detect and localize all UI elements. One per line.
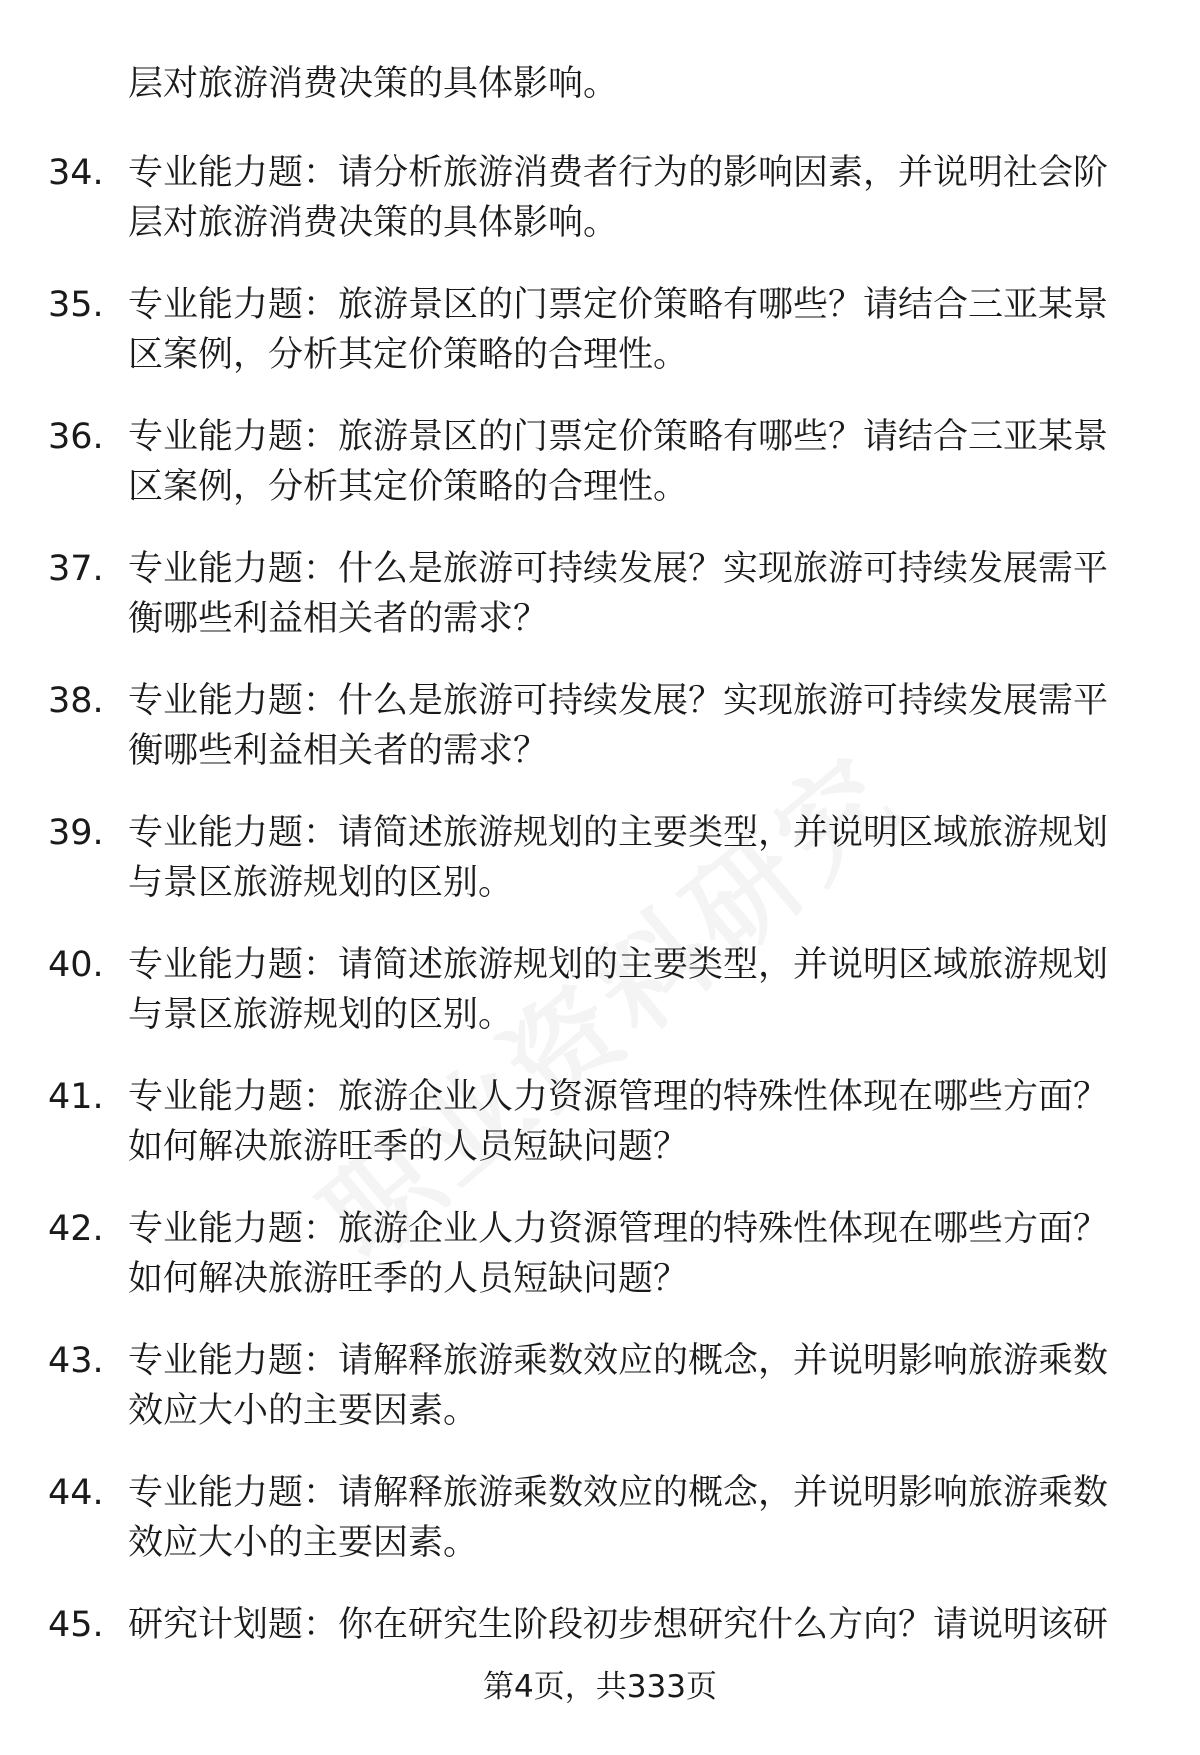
question-number: 34. <box>48 153 104 193</box>
question-text <box>128 412 1138 512</box>
question-text <box>128 148 1138 248</box>
question-text <box>128 280 1138 380</box>
question-number: 41. <box>48 1077 104 1117</box>
question-line: 研究计划题：你在研究生阶段初步想研究什么方向？请说明该研 <box>128 1605 1109 1645</box>
question-line: 衡哪些利益相关者的需求？ <box>128 731 549 771</box>
continued-text: 层对旅游消费决策的具体影响。 <box>128 64 619 104</box>
question-line: 与景区旅游规划的区别。 <box>128 863 514 903</box>
question-text <box>128 1468 1138 1568</box>
question-text <box>128 676 1138 776</box>
question-line: 专业能力题：请解释旅游乘数效应的概念，并说明影响旅游乘数 <box>128 1473 1109 1513</box>
question-number: 36. <box>48 417 104 457</box>
question-line: 专业能力题：旅游景区的门票定价策略有哪些？请结合三亚某景 <box>128 417 1109 457</box>
question-item <box>48 1600 1138 1650</box>
question-item <box>48 1468 1138 1568</box>
question-text <box>128 1204 1138 1304</box>
question-number: 38. <box>48 681 104 721</box>
question-text <box>128 1600 1138 1650</box>
question-line: 区案例，分析其定价策略的合理性。 <box>128 335 689 375</box>
question-item <box>48 280 1138 380</box>
question-line: 与景区旅游规划的区别。 <box>128 995 514 1035</box>
question-line: 如何解决旅游旺季的人员短缺问题？ <box>128 1259 689 1299</box>
question-text <box>128 1336 1138 1436</box>
question-number: 37. <box>48 549 104 589</box>
question-line: 层对旅游消费决策的具体影响。 <box>128 203 619 243</box>
question-line: 衡哪些利益相关者的需求？ <box>128 599 549 639</box>
question-number: 43. <box>48 1341 104 1381</box>
question-item <box>48 676 1138 776</box>
question-line: 专业能力题：旅游企业人力资源管理的特殊性体现在哪些方面？ <box>128 1077 1109 1117</box>
question-item <box>48 940 1138 1040</box>
question-line: 专业能力题：请简述旅游规划的主要类型，并说明区域旅游规划 <box>128 945 1109 985</box>
question-line: 效应大小的主要因素。 <box>128 1391 479 1431</box>
question-line: 专业能力题：什么是旅游可持续发展？实现旅游可持续发展需平 <box>128 549 1109 589</box>
question-item <box>48 412 1138 512</box>
question-number: 40. <box>48 945 104 985</box>
question-item <box>48 1336 1138 1436</box>
question-line: 效应大小的主要因素。 <box>128 1523 479 1563</box>
question-number: 42. <box>48 1209 104 1249</box>
question-line: 专业能力题：什么是旅游可持续发展？实现旅游可持续发展需平 <box>128 681 1109 721</box>
question-text <box>128 544 1138 644</box>
question-line: 区案例，分析其定价策略的合理性。 <box>128 467 689 507</box>
question-number: 44. <box>48 1473 104 1513</box>
question-item <box>48 544 1138 644</box>
question-list <box>48 148 1138 1682</box>
question-text <box>128 808 1138 908</box>
question-text <box>128 1072 1138 1172</box>
question-number: 45. <box>48 1605 104 1645</box>
page-footer: 第4页，共333页 <box>483 1669 717 1705</box>
question-line: 专业能力题：请解释旅游乘数效应的概念，并说明影响旅游乘数 <box>128 1341 1109 1381</box>
question-line: 专业能力题：旅游景区的门票定价策略有哪些？请结合三亚某景 <box>128 285 1109 325</box>
question-number: 39. <box>48 813 104 853</box>
question-item <box>48 148 1138 248</box>
question-line: 专业能力题：旅游企业人力资源管理的特殊性体现在哪些方面？ <box>128 1209 1109 1249</box>
question-item <box>48 1204 1138 1304</box>
question-line: 专业能力题：请分析旅游消费者行为的影响因素，并说明社会阶 <box>128 153 1109 193</box>
question-number: 35. <box>48 285 104 325</box>
question-item <box>48 1072 1138 1172</box>
question-item <box>48 808 1138 908</box>
question-line: 如何解决旅游旺季的人员短缺问题？ <box>128 1127 689 1167</box>
question-line: 专业能力题：请简述旅游规划的主要类型，并说明区域旅游规划 <box>128 813 1109 853</box>
question-text <box>128 940 1138 1040</box>
